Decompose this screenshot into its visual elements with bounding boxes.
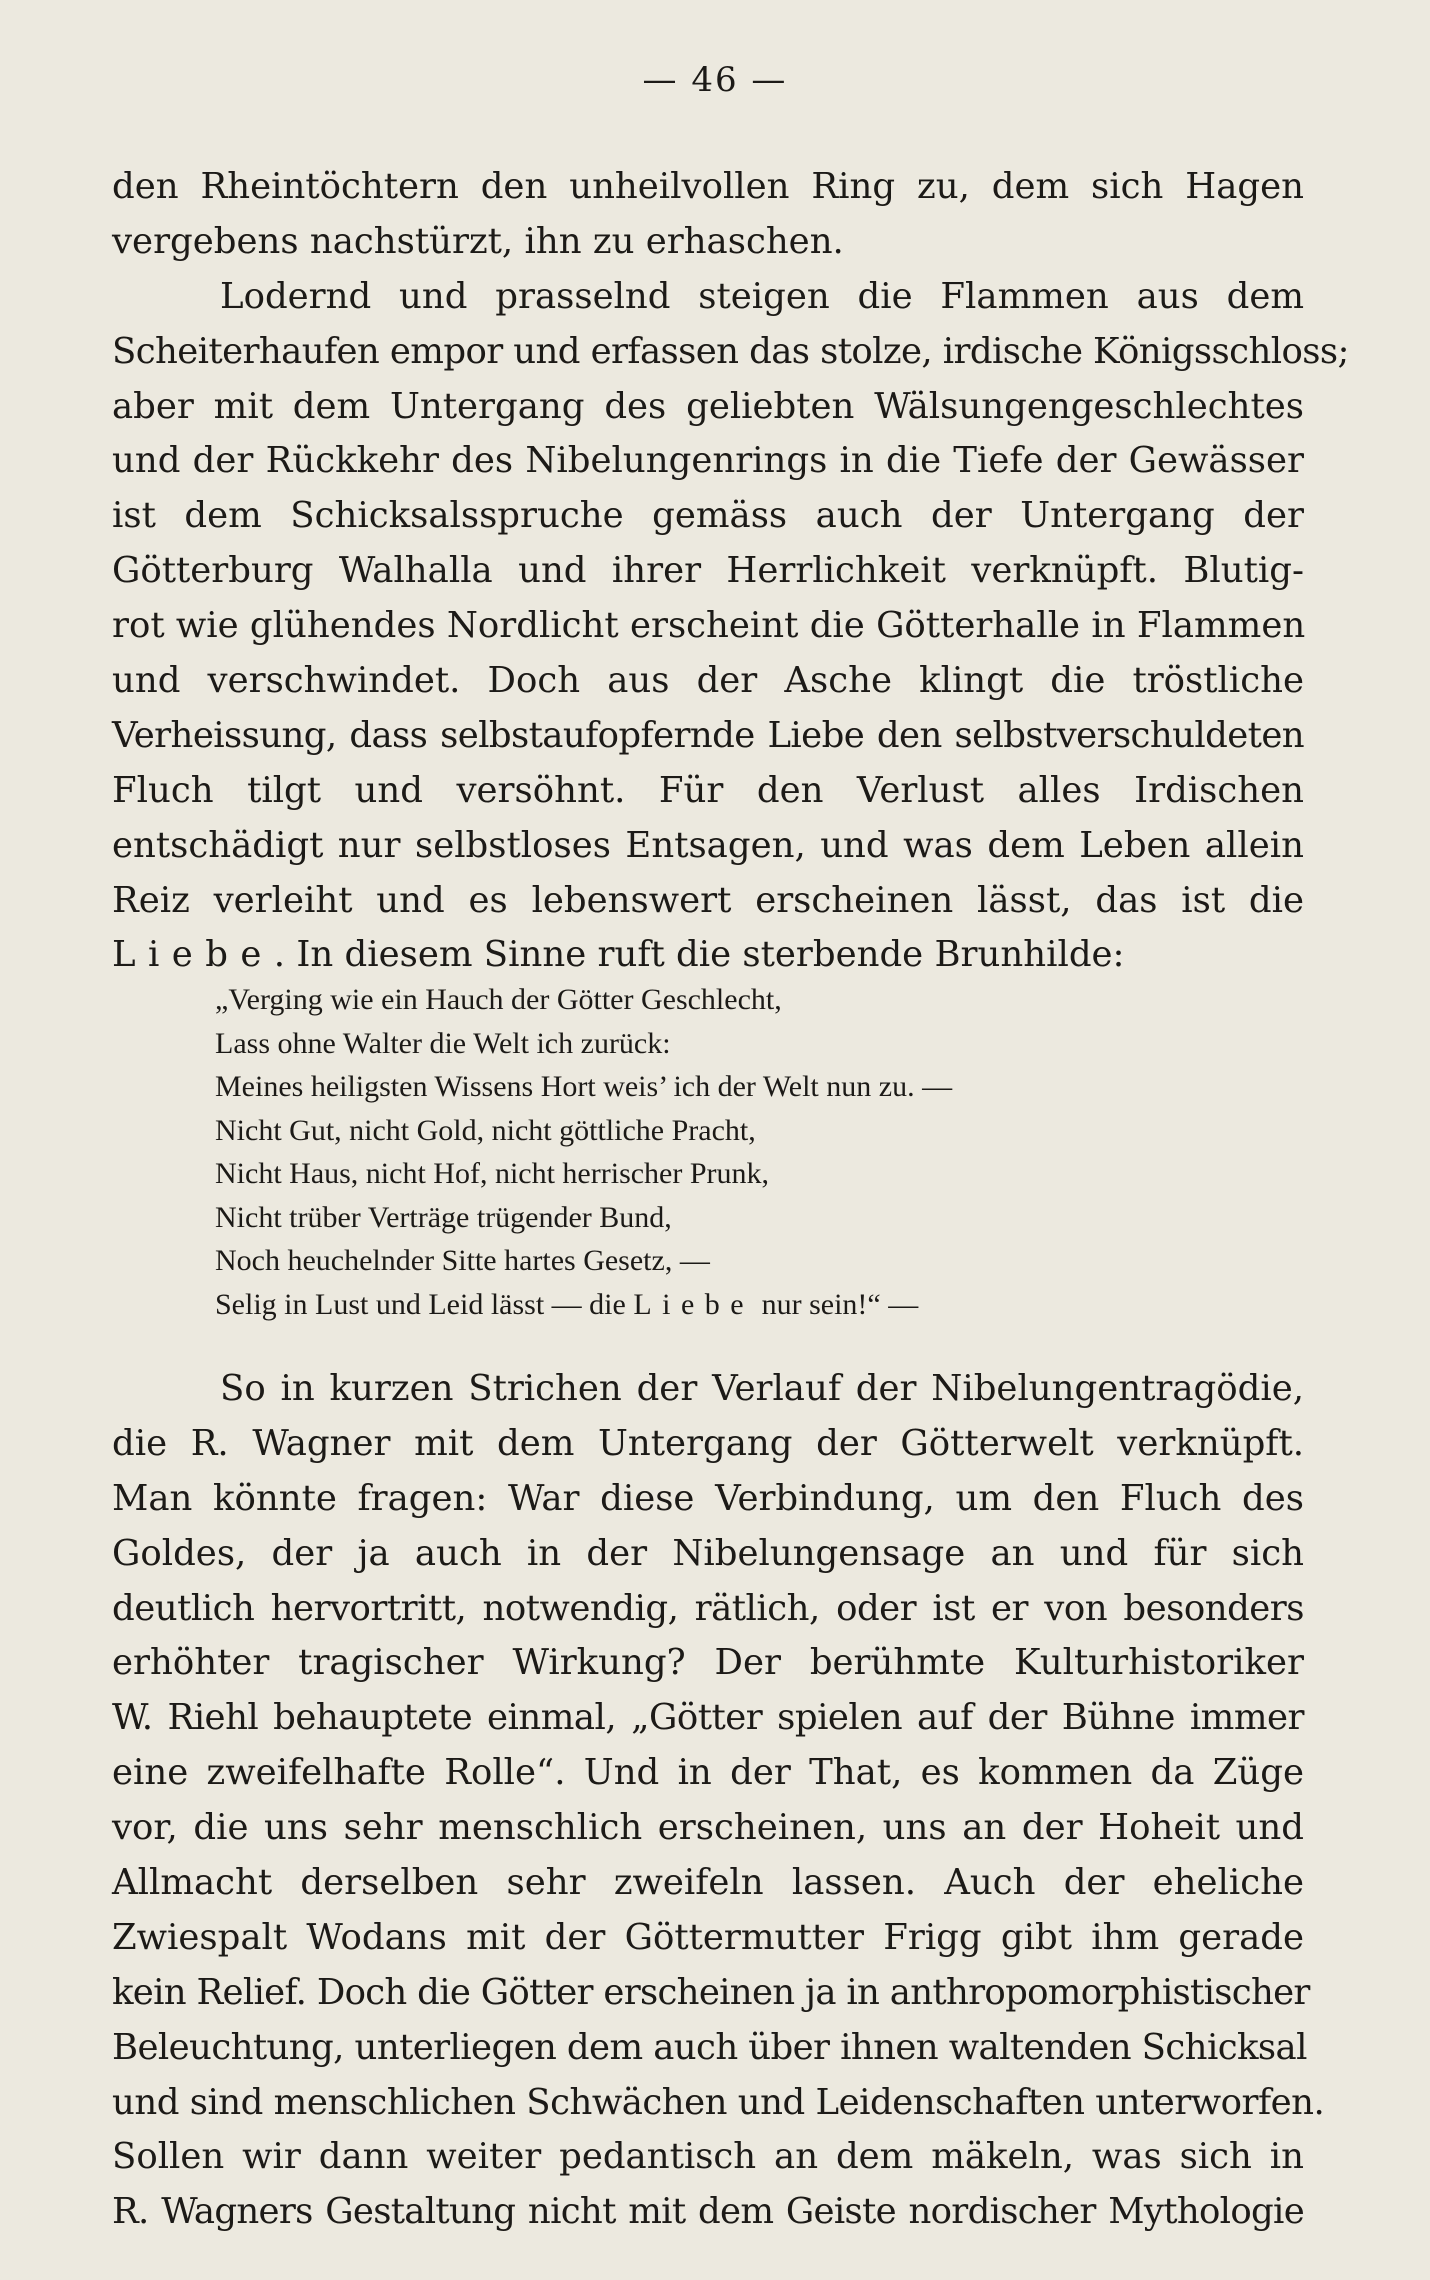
text-line: Goldes, der ja auch in der Nibelungensage an und für sich <box>112 1532 1304 1574</box>
poem-line: Nicht trüber Verträge trügender Bund, <box>215 1200 672 1234</box>
text-line: vor, die uns sehr menschlich erscheinen, uns an der Hoheit und <box>112 1807 1304 1849</box>
text-line: So in kurzen Strichen der Verlauf der Nibelungentragödie, <box>220 1368 1304 1409</box>
text-line: Man könnte fragen: War diese Verbindung, um den Fluch des <box>112 1477 1304 1519</box>
page-number: — 46 — <box>642 60 788 100</box>
text-line: und sind menschlichen Schwächen und Leidenschaften unterworfen. <box>112 2081 1325 2123</box>
poem-line: Nicht Gut, nicht Gold, nicht göttliche Pracht, <box>215 1113 756 1147</box>
text-line: Fluch tilgt und versöhnt. Für den Verlust alles Irdischen <box>112 769 1304 811</box>
text-line: rot wie glühendes Nordlicht erscheint die Götterhalle in Flammen <box>112 605 1306 647</box>
poem-line <box>215 1283 1275 1327</box>
text-segment: . In diesem Sinne ruft die sterbende Brunhilde: <box>273 934 1125 976</box>
text-line: aber mit dem Untergang des geliebten Wälsungengeschlechtes <box>112 385 1304 427</box>
text-block-2 <box>112 1362 1325 2240</box>
text-line: und verschwindet. Doch aus der Asche klingt die tröstliche <box>112 660 1304 702</box>
text-line: Reiz verleiht und es lebenswert erscheinen lässt, das ist die <box>112 879 1304 921</box>
text-line <box>112 928 1304 983</box>
text-line: erhöhter tragischer Wirkung? Der berühmte Kulturhistoriker <box>112 1642 1304 1684</box>
poem-quote <box>215 978 1275 1326</box>
text-line: deutlich hervortritt, notwendig, rätlich, oder ist er von besonders <box>112 1587 1304 1629</box>
poem-line: Nicht Haus, nicht Hof, nicht herrischer Prunk, <box>215 1157 770 1190</box>
text-line: kein Relief. Doch die Götter erscheinen ja in anthropomorphistischer <box>112 1971 1310 2013</box>
text-line: die R. Wagner mit dem Untergang der Götterwelt verknüpft. <box>112 1422 1304 1464</box>
text-line: Lodernd und prasselnd steigen die Flammen aus dem <box>220 275 1304 317</box>
poem-line: Lass ohne Walter die Welt ich zurück: <box>215 1026 671 1060</box>
text-line: Zwiespalt Wodans mit der Göttermutter Frigg gibt ihm gerade <box>112 1916 1304 1958</box>
text-line: W. Riehl behauptete einmal, „Götter spielen auf der Bühne immer <box>112 1697 1304 1739</box>
text-line: Beleuchtung, unterliegen dem auch über ihnen waltenden Schicksal <box>112 2026 1307 2068</box>
text-line: Götterburg Walhalla und ihrer Herrlichkeit verknüpft. Blutig- <box>112 550 1304 592</box>
text-line: Scheiterhaufen empor und erfassen das stolze, irdische Königsschloss; <box>112 330 1349 372</box>
text-line: vergebens nachstürzt, ihn zu erhaschen. <box>112 220 844 262</box>
text-block-1 <box>112 160 1349 983</box>
text-line: ist dem Schicksalsspruche gemäss auch der Untergang der <box>112 495 1304 537</box>
text-line: Allmacht derselben sehr zweifeln lassen. Auch der eheliche <box>112 1862 1304 1904</box>
text-line: Verheissung, dass selbstaufopfernde Liebe den selbstverschuldeten <box>112 714 1304 756</box>
poem-line: Meines heiligsten Wissens Hort weis’ ich der Welt nun zu. — <box>215 1070 953 1103</box>
text-segment: Selig in Lust und Leid lässt — die <box>215 1287 634 1321</box>
text-line: Sollen wir dann weiter pedantisch an dem mäkeln, was sich in <box>112 2136 1304 2178</box>
text-line: entschädigt nur selbstloses Entsagen, und was dem Leben allein <box>112 824 1304 866</box>
text-line: den Rheintöchtern den unheilvollen Ring zu, dem sich Hagen <box>112 166 1304 207</box>
text-line: eine zweifelhafte Rolle“. Und in der That, es kommen da Züge <box>112 1752 1304 1794</box>
text-segment: nur sein!“ — <box>754 1287 919 1321</box>
poem-line: Noch heuchelnder Sitte hartes Gesetz, — <box>215 1244 710 1277</box>
text-line: und der Rückkehr des Nibelungenrings in die Tiefe der Gewässer <box>112 440 1304 482</box>
text-line: R. Wagners Gestaltung nicht mit dem Geiste nordischer Mythologie <box>112 2191 1304 2233</box>
spaced-word: Liebe <box>112 934 274 976</box>
spaced-word: Liebe <box>633 1287 755 1321</box>
poem-line: „Verging wie ein Hauch der Götter Geschlecht, <box>215 983 782 1016</box>
